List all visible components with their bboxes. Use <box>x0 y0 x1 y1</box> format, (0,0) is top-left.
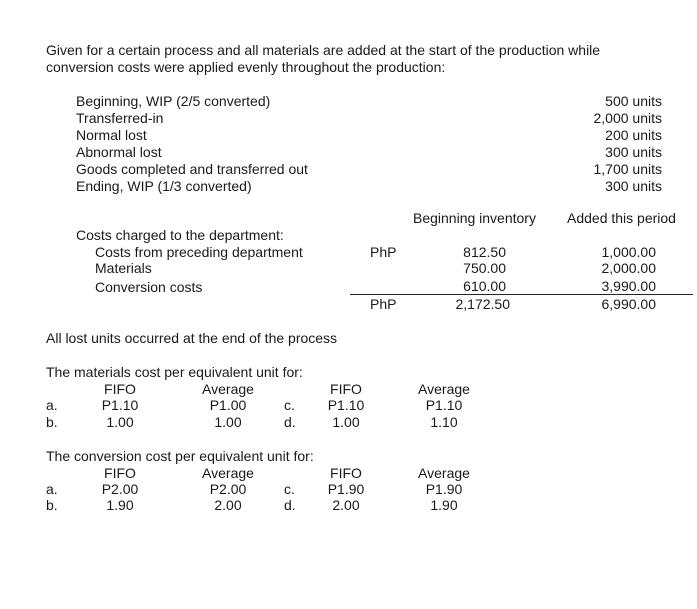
q1-option-c-average: P1.10 <box>425 397 463 413</box>
q2-header-fifo-right: FIFO <box>330 465 362 481</box>
q2-option-d-fifo: 2.00 <box>332 497 360 513</box>
cost-label-preceding-dept: Costs from preceding department <box>95 244 303 260</box>
cost-added-conversion: 3,990.00 <box>601 278 656 294</box>
cost-beginning-materials: 750.00 <box>463 260 506 276</box>
q1-option-c-letter[interactable]: c. <box>284 397 295 413</box>
costs-heading: Costs charged to the department: <box>76 227 284 243</box>
qty-label-beginning-wip: Beginning, WIP (2/5 converted) <box>76 93 271 109</box>
qty-label-abnormal-lost: Abnormal lost <box>76 144 162 160</box>
cost-beginning-conversion: 610.00 <box>463 278 506 294</box>
qty-label-normal-lost: Normal lost <box>76 127 147 143</box>
q2-option-a-letter[interactable]: a. <box>46 481 58 497</box>
total-rule <box>350 294 693 295</box>
col-header-beginning-inventory: Beginning inventory <box>413 210 536 226</box>
qty-value-ending-wip: 300 units <box>605 178 662 194</box>
qty-value-beginning-wip: 500 units <box>605 93 662 109</box>
q1-option-b-letter[interactable]: b. <box>46 414 58 430</box>
q2-option-b-letter[interactable]: b. <box>46 497 58 513</box>
cost-beginning-preceding-dept: 812.50 <box>463 244 506 260</box>
q1-option-d-letter[interactable]: d. <box>284 414 296 430</box>
q1-header-fifo-left: FIFO <box>104 381 136 397</box>
q1-option-a-average: P1.00 <box>209 397 247 413</box>
qty-value-abnormal-lost: 300 units <box>605 144 662 160</box>
q2-header-average-right: Average <box>418 465 470 481</box>
intro-line-2: conversion costs were applied evenly throughout the production: <box>46 59 446 75</box>
col-header-added-this-period: Added this period <box>567 210 676 226</box>
q1-option-c-fifo: P1.10 <box>327 397 365 413</box>
q2-header-fifo-left: FIFO <box>104 465 136 481</box>
q1-header-fifo-right: FIFO <box>330 381 362 397</box>
question-1-prompt: The materials cost per equivalent unit for: <box>46 364 303 380</box>
intro-line-1: Given for a certain process and all materials are added at the start of the production while <box>46 42 601 58</box>
q2-option-c-fifo: P1.90 <box>327 481 365 497</box>
q2-option-a-fifo: P2.00 <box>101 481 139 497</box>
qty-value-goods-completed: 1,700 units <box>593 161 662 177</box>
q2-option-b-fifo: 1.90 <box>106 497 134 513</box>
q1-option-b-average: 1.00 <box>214 414 242 430</box>
total-currency: PhP <box>370 296 397 312</box>
lost-units-note: All lost units occurred at the end of the process <box>46 330 338 346</box>
qty-label-ending-wip: Ending, WIP (1/3 converted) <box>76 178 252 194</box>
q1-option-d-fifo: 1.00 <box>332 414 360 430</box>
qty-value-normal-lost: 200 units <box>605 127 662 143</box>
q1-option-d-average: 1.10 <box>430 414 458 430</box>
q1-option-a-fifo: P1.10 <box>101 397 139 413</box>
q2-option-c-letter[interactable]: c. <box>284 481 295 497</box>
q2-option-c-average: P1.90 <box>425 481 463 497</box>
qty-value-transferred-in: 2,000 units <box>593 110 662 126</box>
cost-added-preceding-dept: 1,000.00 <box>601 244 656 260</box>
qty-label-transferred-in: Transferred-in <box>76 110 164 126</box>
total-beginning: 2,172.50 <box>455 296 510 312</box>
cost-label-materials: Materials <box>95 260 152 276</box>
q1-option-a-letter[interactable]: a. <box>46 397 58 413</box>
q2-option-b-average: 2.00 <box>214 497 242 513</box>
q1-header-average-left: Average <box>202 381 254 397</box>
cost-currency: PhP <box>370 244 397 260</box>
q2-option-d-letter[interactable]: d. <box>284 497 296 513</box>
q1-header-average-right: Average <box>418 381 470 397</box>
q2-option-a-average: P2.00 <box>209 481 247 497</box>
cost-label-conversion: Conversion costs <box>95 279 203 295</box>
q2-option-d-average: 1.90 <box>430 497 458 513</box>
question-2-prompt: The conversion cost per equivalent unit for: <box>46 448 314 464</box>
cost-added-materials: 2,000.00 <box>601 260 656 276</box>
total-added: 6,990.00 <box>601 296 656 312</box>
q2-header-average-left: Average <box>202 465 254 481</box>
q1-option-b-fifo: 1.00 <box>106 414 134 430</box>
qty-label-goods-completed: Goods completed and transferred out <box>76 161 308 177</box>
